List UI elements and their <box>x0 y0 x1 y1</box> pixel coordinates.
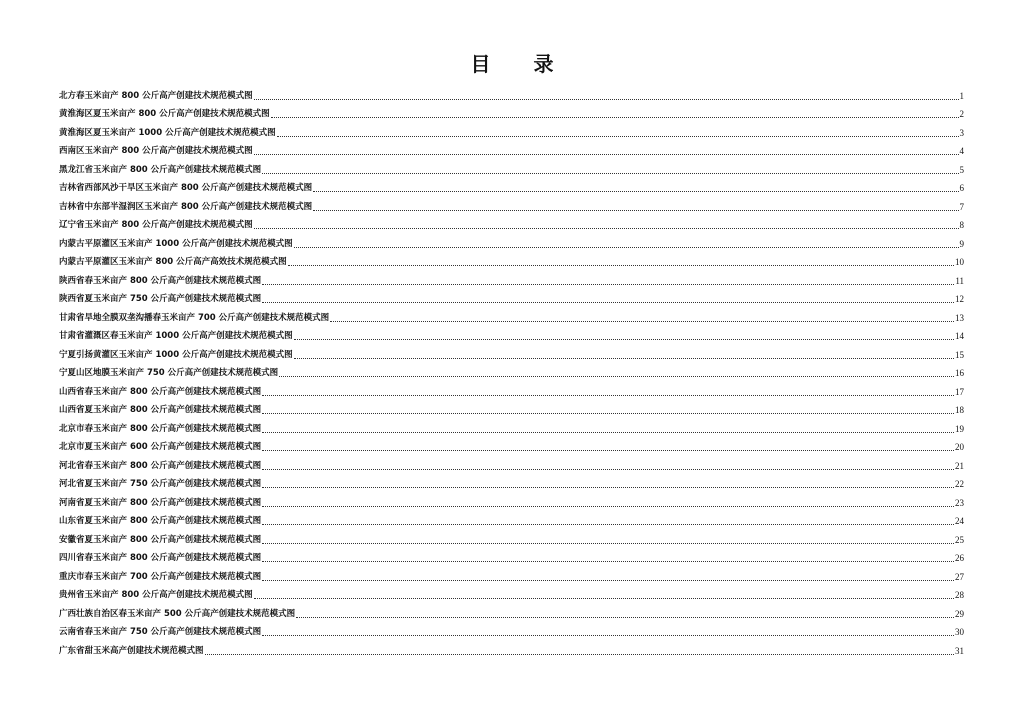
toc-entry-title[interactable]: 云南省春玉米亩产 750 公斤高产创建技术规范模式图 <box>59 627 262 637</box>
toc-entry-title[interactable]: 北京市春玉米亩产 800 公斤高产创建技术规范模式图 <box>59 423 262 434</box>
toc-page-number: 28 <box>955 590 964 600</box>
toc-entry-title[interactable]: 内蒙古平原灌区玉米亩产 1000 公斤高产创建技术规范模式图 <box>59 238 293 249</box>
toc-entry-title[interactable]: 山东省夏玉米亩产 800 公斤高产创建技术规范模式图 <box>59 516 262 526</box>
toc-entry[interactable] <box>59 139 964 158</box>
toc-page-number: 13 <box>955 312 964 323</box>
toc-entry[interactable] <box>59 361 964 380</box>
dot-leader <box>296 616 954 618</box>
toc-entry-title[interactable]: 北京市夏玉米亩产 600 公斤高产创建技术规范模式图 <box>59 442 262 452</box>
toc-entry[interactable] <box>59 583 964 602</box>
dot-leader <box>262 412 954 414</box>
toc-page-number: 21 <box>955 460 964 471</box>
toc-entry[interactable] <box>59 416 964 435</box>
toc-entry[interactable] <box>59 620 964 639</box>
dot-leader <box>313 209 958 211</box>
toc-page-number: 3 <box>959 127 964 138</box>
toc-entry-title[interactable]: 广东省甜玉米高产创建技术规范模式图 <box>59 645 204 656</box>
dot-leader <box>254 227 959 229</box>
toc-entry[interactable] <box>59 379 964 398</box>
dot-leader <box>254 153 959 155</box>
dot-leader <box>262 505 954 507</box>
toc-entry-title[interactable]: 安徽省夏玉米亩产 800 公斤高产创建技术规范模式图 <box>59 534 262 545</box>
toc-page-number: 11 <box>955 275 964 286</box>
toc-entry-title[interactable]: 河北省夏玉米亩产 750 公斤高产创建技术规范模式图 <box>59 479 262 489</box>
dot-leader <box>262 431 954 433</box>
toc-entry-title[interactable]: 山西省春玉米亩产 800 公斤高产创建技术规范模式图 <box>59 386 262 397</box>
dot-leader <box>262 172 958 174</box>
toc-entry-title[interactable]: 辽宁省玉米亩产 800 公斤高产创建技术规范模式图 <box>59 220 253 230</box>
dot-leader <box>262 634 954 636</box>
toc-entry[interactable] <box>59 250 964 269</box>
toc-entry-title[interactable]: 陕西省春玉米亩产 800 公斤高产创建技术规范模式图 <box>59 275 262 286</box>
toc-entry[interactable] <box>59 453 964 472</box>
toc-page-number: 18 <box>955 405 964 415</box>
toc-page-number: 31 <box>955 645 964 656</box>
toc-entry[interactable] <box>59 638 964 657</box>
toc-page-number: 5 <box>959 164 964 175</box>
toc-page-number: 22 <box>955 479 964 489</box>
toc-entry[interactable] <box>59 472 964 491</box>
toc-page-number: 4 <box>959 146 964 156</box>
table-of-contents <box>59 83 964 657</box>
toc-page-number: 26 <box>955 553 964 563</box>
toc-entry-title[interactable]: 西南区玉米亩产 800 公斤高产创建技术规范模式图 <box>59 146 253 156</box>
toc-entry[interactable] <box>59 102 964 121</box>
toc-entry-title[interactable]: 宁夏引扬黄灌区玉米亩产 1000 公斤高产创建技术规范模式图 <box>59 349 293 360</box>
toc-page-number: 12 <box>955 294 964 304</box>
toc-entry-title[interactable]: 四川省春玉米亩产 800 公斤高产创建技术规范模式图 <box>59 553 262 563</box>
dot-leader <box>271 116 959 118</box>
toc-entry-title[interactable]: 重庆市春玉米亩产 700 公斤高产创建技术规范模式图 <box>59 571 262 582</box>
dot-leader <box>262 486 954 488</box>
toc-entry-title[interactable]: 吉林省西部风沙干旱区玉米亩产 800 公斤高产创建技术规范模式图 <box>59 183 313 193</box>
dot-leader <box>262 523 954 525</box>
dot-leader <box>294 338 954 340</box>
toc-entry[interactable] <box>59 120 964 139</box>
toc-entry-title[interactable]: 黄淮海区夏玉米亩产 1000 公斤高产创建技术规范模式图 <box>59 127 276 138</box>
toc-page-number: 9 <box>959 238 964 249</box>
dot-leader <box>262 301 954 303</box>
dot-leader <box>262 468 954 470</box>
dot-leader <box>254 98 959 100</box>
toc-entry-title[interactable]: 山西省夏玉米亩产 800 公斤高产创建技术规范模式图 <box>59 405 262 415</box>
toc-page-number: 1 <box>959 90 964 101</box>
toc-entry-title[interactable]: 贵州省玉米亩产 800 公斤高产创建技术规范模式图 <box>59 590 253 600</box>
toc-entry[interactable] <box>59 194 964 213</box>
toc-page-number: 8 <box>959 220 964 230</box>
toc-entry[interactable] <box>59 305 964 324</box>
toc-entry-title[interactable]: 内蒙古平原灌区玉米亩产 800 公斤高产高效技术规范模式图 <box>59 257 287 267</box>
toc-entry[interactable] <box>59 490 964 509</box>
toc-page-number: 23 <box>955 497 964 508</box>
dot-leader <box>279 375 954 377</box>
toc-entry-title[interactable]: 河北省春玉米亩产 800 公斤高产创建技术规范模式图 <box>59 460 262 471</box>
toc-entry[interactable] <box>59 509 964 528</box>
toc-entry-title[interactable]: 陕西省夏玉米亩产 750 公斤高产创建技术规范模式图 <box>59 294 262 304</box>
toc-page-number: 7 <box>959 201 964 212</box>
toc-entry-title[interactable]: 黑龙江省玉米亩产 800 公斤高产创建技术规范模式图 <box>59 164 262 175</box>
dot-leader <box>288 264 954 266</box>
dot-leader <box>262 394 954 396</box>
toc-entry[interactable] <box>59 342 964 361</box>
toc-entry[interactable] <box>59 527 964 546</box>
toc-page-number: 15 <box>955 349 964 360</box>
toc-entry[interactable] <box>59 268 964 287</box>
toc-entry-title[interactable]: 北方春玉米亩产 800 公斤高产创建技术规范模式图 <box>59 90 253 101</box>
toc-entry[interactable] <box>59 435 964 454</box>
dot-leader <box>262 579 954 581</box>
toc-entry-title[interactable]: 宁夏山区地膜玉米亩产 750 公斤高产创建技术规范模式图 <box>59 368 279 378</box>
toc-entry[interactable] <box>59 546 964 565</box>
toc-page-number: 14 <box>955 331 964 341</box>
toc-entry-title[interactable]: 广西壮族自治区春玉米亩产 500 公斤高产创建技术规范模式图 <box>59 608 296 619</box>
toc-page-number: 20 <box>955 442 964 452</box>
dot-leader <box>313 190 958 192</box>
dot-leader <box>254 597 954 599</box>
toc-entry-title[interactable]: 黄淮海区夏玉米亩产 800 公斤高产创建技术规范模式图 <box>59 109 270 119</box>
page-title: 目 录 <box>470 52 572 76</box>
dot-leader <box>330 320 954 322</box>
toc-entry[interactable] <box>59 287 964 306</box>
toc-page-number: 24 <box>955 516 964 526</box>
dot-leader <box>205 653 954 655</box>
toc-entry[interactable] <box>59 157 964 176</box>
toc-page-number: 10 <box>955 257 964 267</box>
toc-page-number: 30 <box>955 627 964 637</box>
toc-entry[interactable] <box>59 601 964 620</box>
dot-leader <box>277 135 959 137</box>
toc-page-number: 6 <box>959 183 964 193</box>
toc-entry-title[interactable]: 甘肃省灌溉区春玉米亩产 1000 公斤高产创建技术规范模式图 <box>59 331 293 341</box>
toc-entry-title[interactable]: 河南省夏玉米亩产 800 公斤高产创建技术规范模式图 <box>59 497 262 508</box>
toc-entry[interactable] <box>59 564 964 583</box>
toc-entry[interactable] <box>59 324 964 343</box>
toc-page-number: 27 <box>955 571 964 582</box>
dot-leader <box>262 560 954 562</box>
toc-entry-title[interactable]: 吉林省中东部半湿润区玉米亩产 800 公斤高产创建技术规范模式图 <box>59 201 313 212</box>
toc-entry[interactable] <box>59 83 964 102</box>
toc-page-number: 17 <box>955 386 964 397</box>
toc-entry[interactable] <box>59 176 964 195</box>
toc-page-number: 19 <box>955 423 964 434</box>
dot-leader <box>262 542 954 544</box>
toc-page-number: 2 <box>959 109 964 119</box>
dot-leader <box>294 357 954 359</box>
dot-leader <box>262 283 954 285</box>
toc-entry[interactable] <box>59 213 964 232</box>
toc-page-number: 16 <box>955 368 964 378</box>
toc-entry[interactable] <box>59 231 964 250</box>
toc-entry-title[interactable]: 甘肃省旱地全膜双垄沟播春玉米亩产 700 公斤高产创建技术规范模式图 <box>59 312 330 323</box>
toc-page-number: 29 <box>955 608 964 619</box>
dot-leader <box>294 246 959 248</box>
toc-page-number: 25 <box>955 534 964 545</box>
toc-entry[interactable] <box>59 398 964 417</box>
dot-leader <box>262 449 954 451</box>
